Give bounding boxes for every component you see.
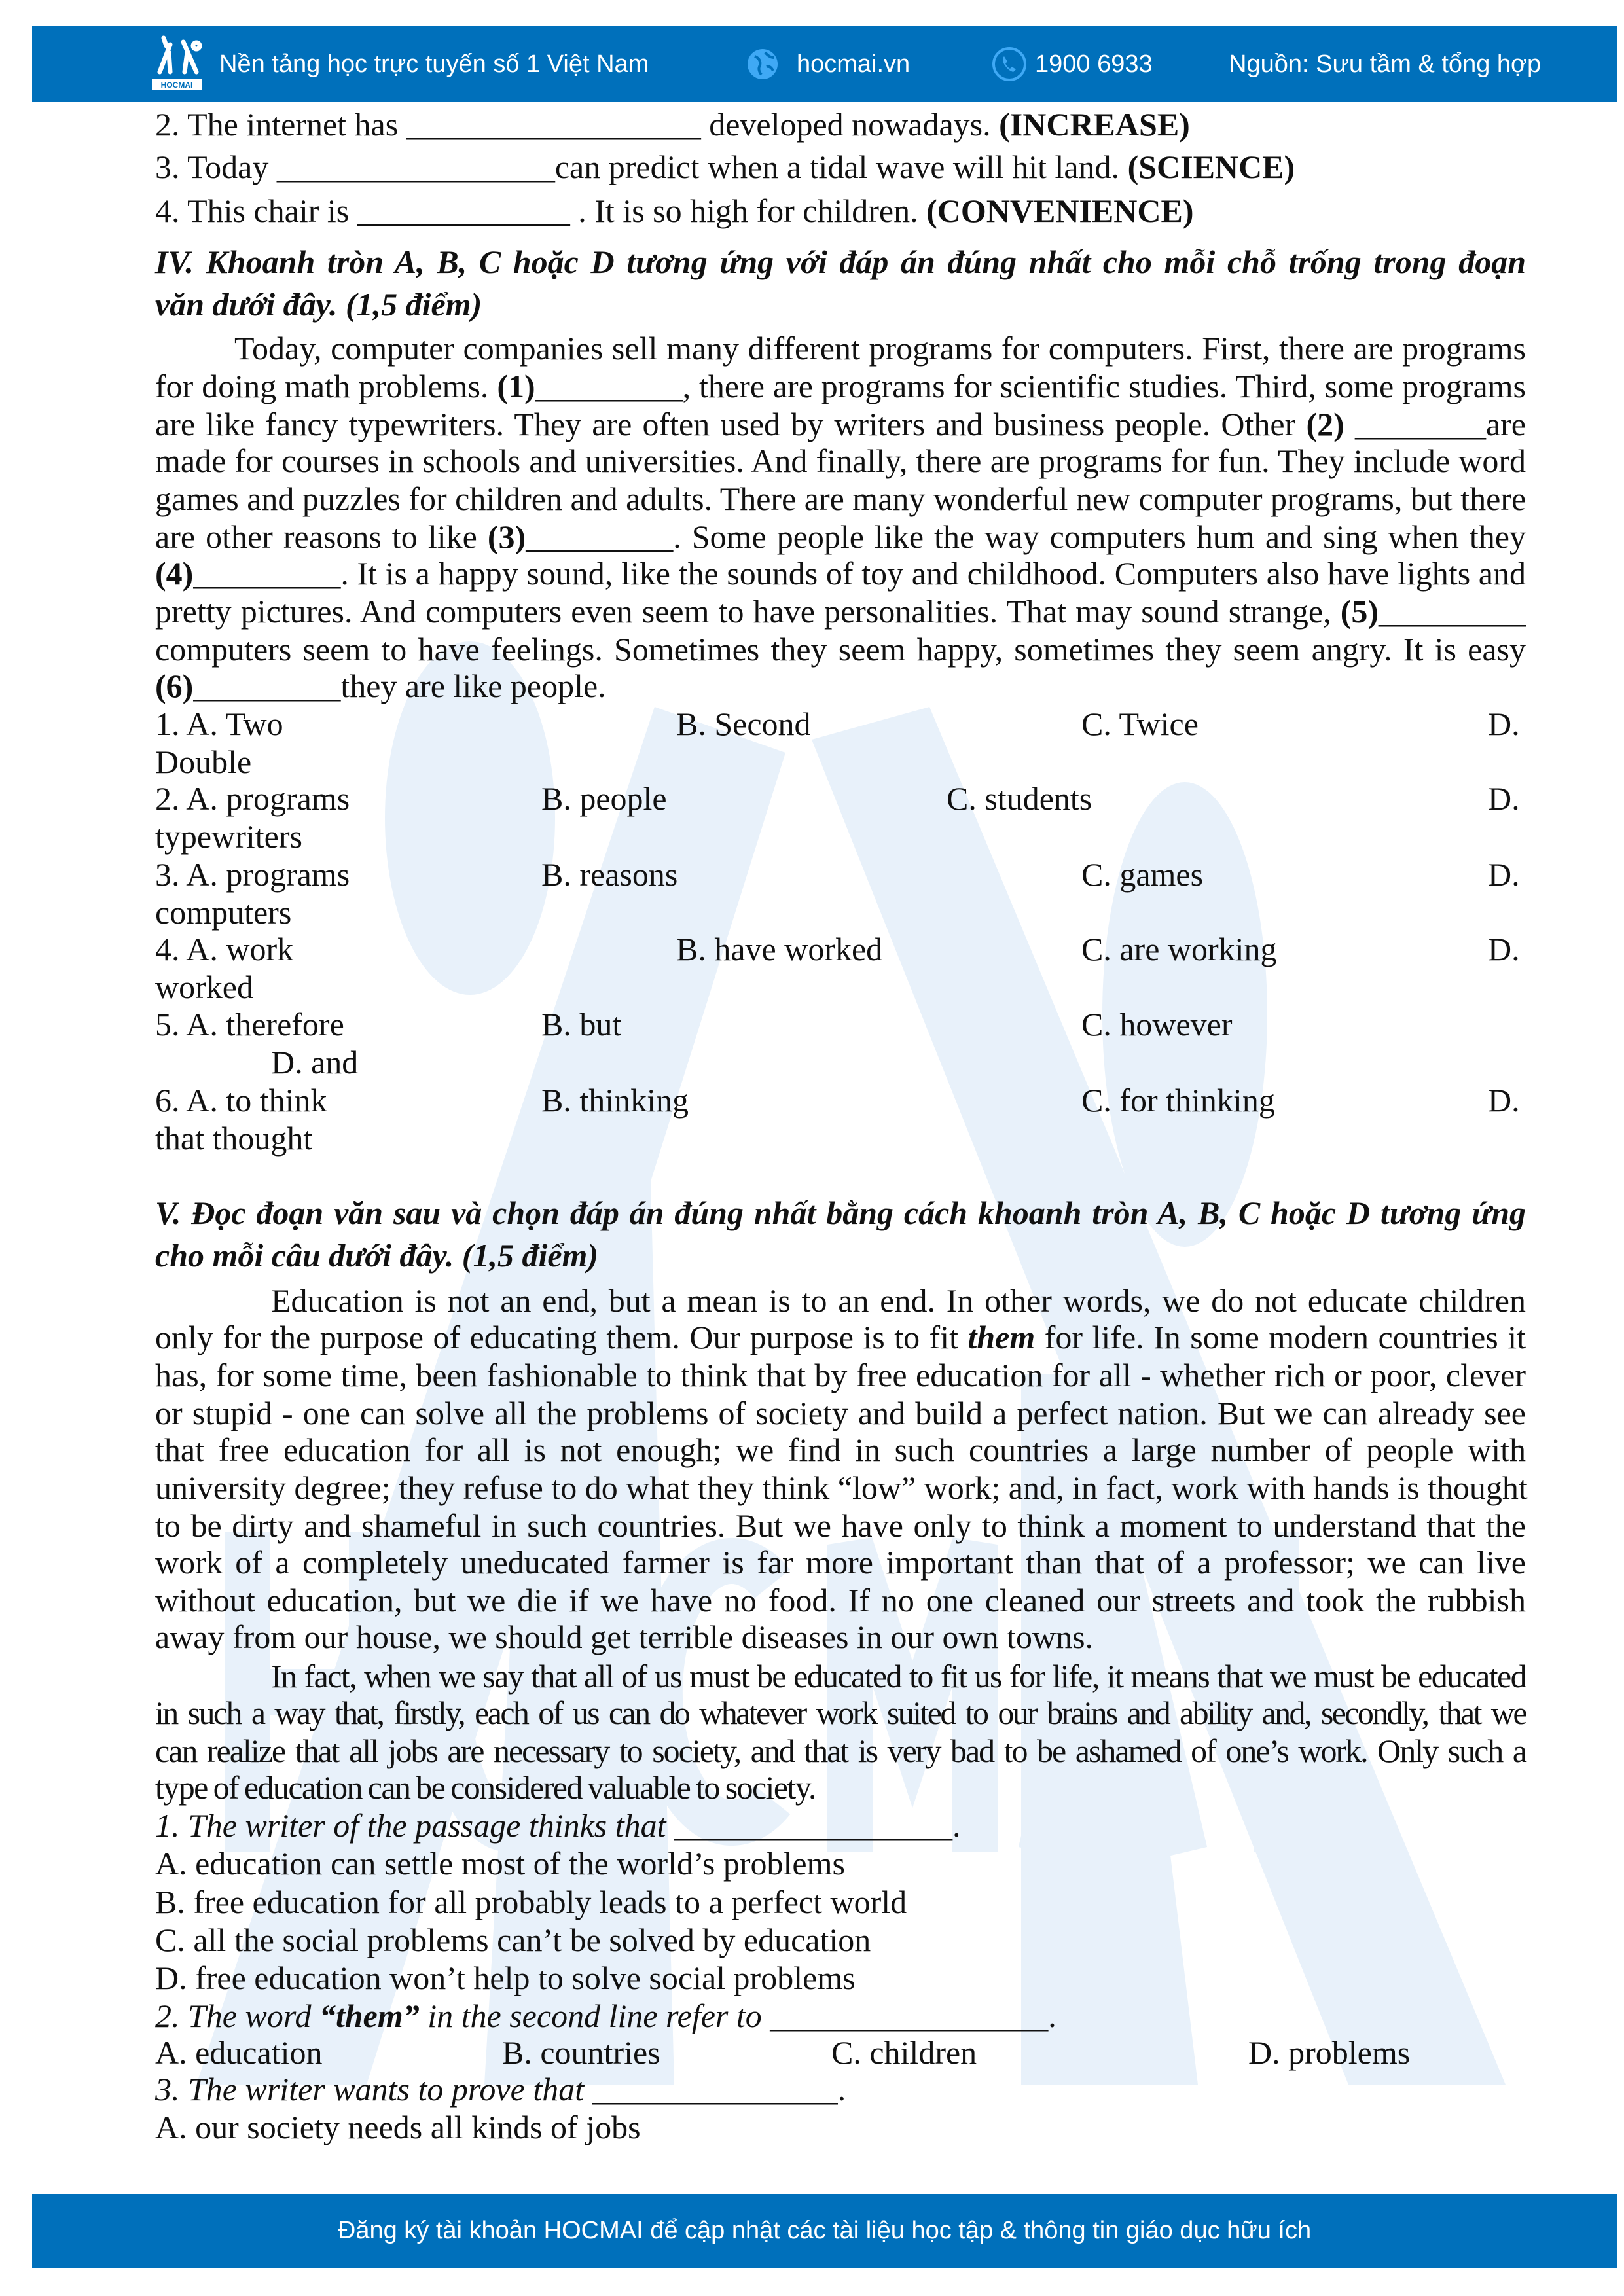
passage-line: type of education can be considered valuable to society.	[155, 1769, 816, 1806]
option-b[interactable]: B. Second	[676, 706, 811, 742]
text: developed nowadays.	[700, 106, 1000, 143]
text: _________, there are programs for scientific studies. Third, some programs	[535, 368, 1526, 404]
question-2-options	[155, 2036, 1526, 2070]
header-banner	[32, 26, 1617, 102]
passage-line: Education is not an end, but a mean is to an end. In other words, we do not educate children	[271, 1282, 1526, 1319]
question-1	[155, 1808, 1526, 1842]
footer-text[interactable]: Đăng ký tài khoản HOCMAI để cập nhật các tài liệu học tập & thông tin giáo dục hữu ích	[337, 2217, 1312, 2244]
gap-number: (1)	[497, 368, 535, 404]
hocmai-logo[interactable]	[151, 26, 206, 102]
text: only for the purpose of educating them. Our purpose is to fit	[155, 1319, 968, 1355]
passage-line: in such a way that, firstly, each of us can do whatever work suited to our brains and ability and, secondly, that we	[155, 1695, 1526, 1731]
text: 4. This chair is	[155, 192, 357, 229]
exercise-3-item-4	[155, 194, 1526, 228]
passage-line: to be dirty and shameful in such countries. But we have only to think a moment to understand that the	[155, 1507, 1526, 1544]
passage-line	[155, 669, 1526, 703]
text: are other reasons to like	[155, 518, 488, 555]
passage-line: can realize that all jobs are necessary to society, and that is very bad to be ashamed of one’s work. Only such a	[155, 1732, 1526, 1769]
option-row-5	[155, 1007, 1526, 1041]
passage-line: away from our house, we should get terrible diseases in our own towns.	[155, 1619, 1094, 1655]
passage-line: work of a completely uneducated farmer is far more important than that of a professor; we can live	[155, 1544, 1526, 1581]
option-c[interactable]: C. however	[1081, 1006, 1233, 1043]
option-c[interactable]: C. students	[947, 780, 1092, 817]
emphasized-word: them	[967, 1319, 1036, 1355]
option-a[interactable]: 5. A. therefore	[155, 1006, 344, 1043]
question-stem: 1. The writer of the passage thinks that	[155, 1807, 675, 1844]
passage-line: Today, computer companies sell many different programs for computers. First, there are programs	[234, 330, 1526, 367]
answer-blank[interactable]: __________________	[406, 106, 701, 143]
gap-number: (4)	[155, 555, 194, 592]
option-row-3	[155, 857, 1526, 891]
passage-line: made for courses in schools and universities. And finally, there are programs for fun. They include word	[155, 442, 1526, 479]
option-c[interactable]: C. are working	[1081, 931, 1277, 967]
emphasized-word: “them”	[319, 1998, 420, 2034]
option-row-1	[155, 707, 1526, 741]
answer-blank[interactable]: _________________	[674, 1807, 953, 1844]
answer-blank[interactable]: _______________	[592, 2071, 838, 2108]
exercise-3-item-3	[155, 150, 1526, 184]
passage-line	[155, 594, 1526, 628]
option-c[interactable]: C. Twice	[1081, 706, 1199, 742]
option-b[interactable]: B. reasons	[541, 856, 678, 893]
option-b[interactable]: B. countries	[502, 2034, 660, 2071]
option-d[interactable]: D.	[1488, 1082, 1520, 1119]
passage-line: games and puzzles for children and adults. There are many wonderful new computer programs, but there	[155, 480, 1526, 517]
option-a[interactable]: 2. A. programs	[155, 780, 350, 817]
gap-number: (2)	[1306, 406, 1344, 442]
text: _________they are like people.	[193, 668, 606, 704]
section-5-heading-cont: cho mỗi câu dưới đây. (1,5 điểm)	[155, 1237, 599, 1274]
option-a[interactable]: 3. A. programs	[155, 856, 350, 893]
hocmai-logo-icon	[151, 33, 206, 96]
option-c[interactable]: C. all the social problems can’t be solved by education	[155, 1922, 871, 1958]
option-d-text[interactable]: worked	[155, 969, 253, 1005]
option-d-text[interactable]: that thought	[155, 1120, 313, 1157]
text: 2. The internet has	[155, 106, 406, 143]
globe-icon	[746, 26, 780, 102]
passage-line: computers seem to have feelings. Sometimes they seem happy, sometimes they seem angry. It is easy	[155, 631, 1526, 668]
option-a[interactable]: A. our society needs all kinds of jobs	[155, 2109, 641, 2145]
question-3	[155, 2072, 1526, 2106]
option-a[interactable]: 4. A. work	[155, 931, 294, 967]
option-a[interactable]: A. education	[155, 2034, 323, 2071]
passage-line: In fact, when we say that all of us must be educated to fit us for life, it means that we must be educated	[271, 1658, 1526, 1695]
word-hint: (INCREASE)	[999, 106, 1190, 143]
text: ________are	[1344, 406, 1526, 442]
text: . It is so high for children.	[569, 192, 927, 229]
passage-line	[155, 556, 1526, 590]
text: can predict when a tidal wave will hit land.	[554, 149, 1128, 185]
answer-blank[interactable]: _____________	[357, 192, 570, 229]
passage-line	[155, 407, 1526, 441]
phone-number[interactable]: 1900 6933	[1035, 50, 1153, 78]
text: _________. Some people like the way computers hum and sing when they	[526, 518, 1526, 555]
option-b[interactable]: B. have worked	[676, 931, 883, 967]
passage-line: without education, but we die if we have no food. If no one cleaned our streets and took the rubbish	[155, 1582, 1526, 1619]
option-d[interactable]: D.	[1488, 931, 1520, 967]
text: for doing math problems.	[155, 368, 497, 404]
option-d-text[interactable]: typewriters	[155, 818, 302, 855]
option-d-text[interactable]: Double	[155, 744, 252, 780]
passage-line	[155, 520, 1526, 554]
question-stem: 3. The writer wants to prove that	[155, 2071, 592, 2108]
answer-blank[interactable]: _________________	[770, 1998, 1049, 2034]
gap-number: (6)	[155, 668, 194, 704]
passage-line	[155, 1320, 1526, 1354]
website-link[interactable]: hocmai.vn	[797, 50, 911, 78]
phone-icon	[991, 26, 1028, 102]
text: .	[952, 1807, 961, 1844]
text: _________. It is a happy sound, like the sounds of toy and childhood. Computers also have lights and	[193, 555, 1526, 592]
option-b[interactable]: B. free education for all probably leads to a perfect world	[155, 1884, 907, 1920]
option-row-4	[155, 932, 1526, 966]
option-c[interactable]: C. children	[831, 2034, 977, 2071]
option-c[interactable]: C. for thinking	[1081, 1082, 1275, 1119]
text: _________	[1379, 593, 1526, 630]
section-4-heading: IV. Khoanh tròn A, B, C hoặc D tương ứng với đáp án đúng nhất cho mỗi chỗ trống trong đoạn	[155, 243, 1526, 280]
svg-text:HOCMAI: HOCMAI	[160, 81, 193, 90]
question-2	[155, 1999, 1526, 2033]
question-stem: in the second line refer to	[419, 1998, 770, 2034]
option-d[interactable]: D. free education won’t help to solve social problems	[155, 1960, 856, 1996]
text: .	[1048, 1998, 1056, 2034]
passage-line: university degree; they refuse to do what they think “low” work; and, in fact, work with hands is thought	[155, 1469, 1528, 1506]
option-row-6	[155, 1083, 1526, 1117]
option-a[interactable]: A. education can settle most of the world’s problems	[155, 1845, 845, 1882]
word-hint: (CONVENIENCE)	[926, 192, 1194, 229]
gap-number: (3)	[487, 518, 526, 555]
source-note: Nguồn: Sưu tầm & tổng hợp	[1229, 50, 1542, 78]
text: pretty pictures. And computers even seem to have personalities. That may sound strange,	[155, 593, 1341, 630]
section-5-heading: V. Đọc đoạn văn sau và chọn đáp án đúng nhất bằng cách khoanh tròn A, B, C hoặc D tương ứng	[155, 1194, 1526, 1231]
passage-line: that free education for all is not enough; we find in such countries a large number of people with	[155, 1431, 1526, 1468]
text: for life. In some modern countries it	[1035, 1319, 1526, 1355]
answer-blank[interactable]: _________________	[276, 149, 555, 185]
passage-line: has, for some time, been fashionable to think that by free education for all - whether rich or poor, clever	[155, 1357, 1526, 1393]
text: .	[837, 2071, 846, 2108]
text: 3. Today	[155, 149, 277, 185]
passage-line	[155, 369, 1526, 403]
option-d-text[interactable]: computers	[155, 894, 292, 931]
option-row-2	[155, 781, 1526, 816]
option-a[interactable]: 6. A. to think	[155, 1082, 327, 1119]
word-hint: (SCIENCE)	[1127, 149, 1295, 185]
option-b[interactable]: B. but	[541, 1006, 622, 1043]
option-d[interactable]: D.	[1488, 706, 1520, 742]
option-d[interactable]: D.	[1488, 780, 1520, 817]
exercise-3-item-2	[155, 107, 1526, 141]
passage-line: or stupid - one can solve all the problems of society and build a perfect nation. But we can already see	[155, 1395, 1526, 1431]
footer-banner[interactable]	[32, 2194, 1617, 2268]
option-b[interactable]: B. thinking	[541, 1082, 689, 1119]
option-c[interactable]: C. games	[1081, 856, 1204, 893]
option-d[interactable]: D.	[1488, 856, 1520, 893]
question-stem: 2. The word	[155, 1998, 319, 2034]
option-d[interactable]: D. and	[271, 1044, 359, 1081]
section-4-heading-cont: văn dưới đây. (1,5 điểm)	[155, 286, 482, 323]
option-a[interactable]: 1. A. Two	[155, 706, 283, 742]
text: are like fancy typewriters. They are often used by writers and business people. Other	[155, 406, 1307, 442]
header-slogan: Nền tảng học trực tuyến số 1 Việt Nam	[219, 50, 649, 78]
option-b[interactable]: B. people	[541, 780, 667, 817]
gap-number: (5)	[1340, 593, 1379, 630]
option-d[interactable]: D. problems	[1248, 2034, 1411, 2071]
